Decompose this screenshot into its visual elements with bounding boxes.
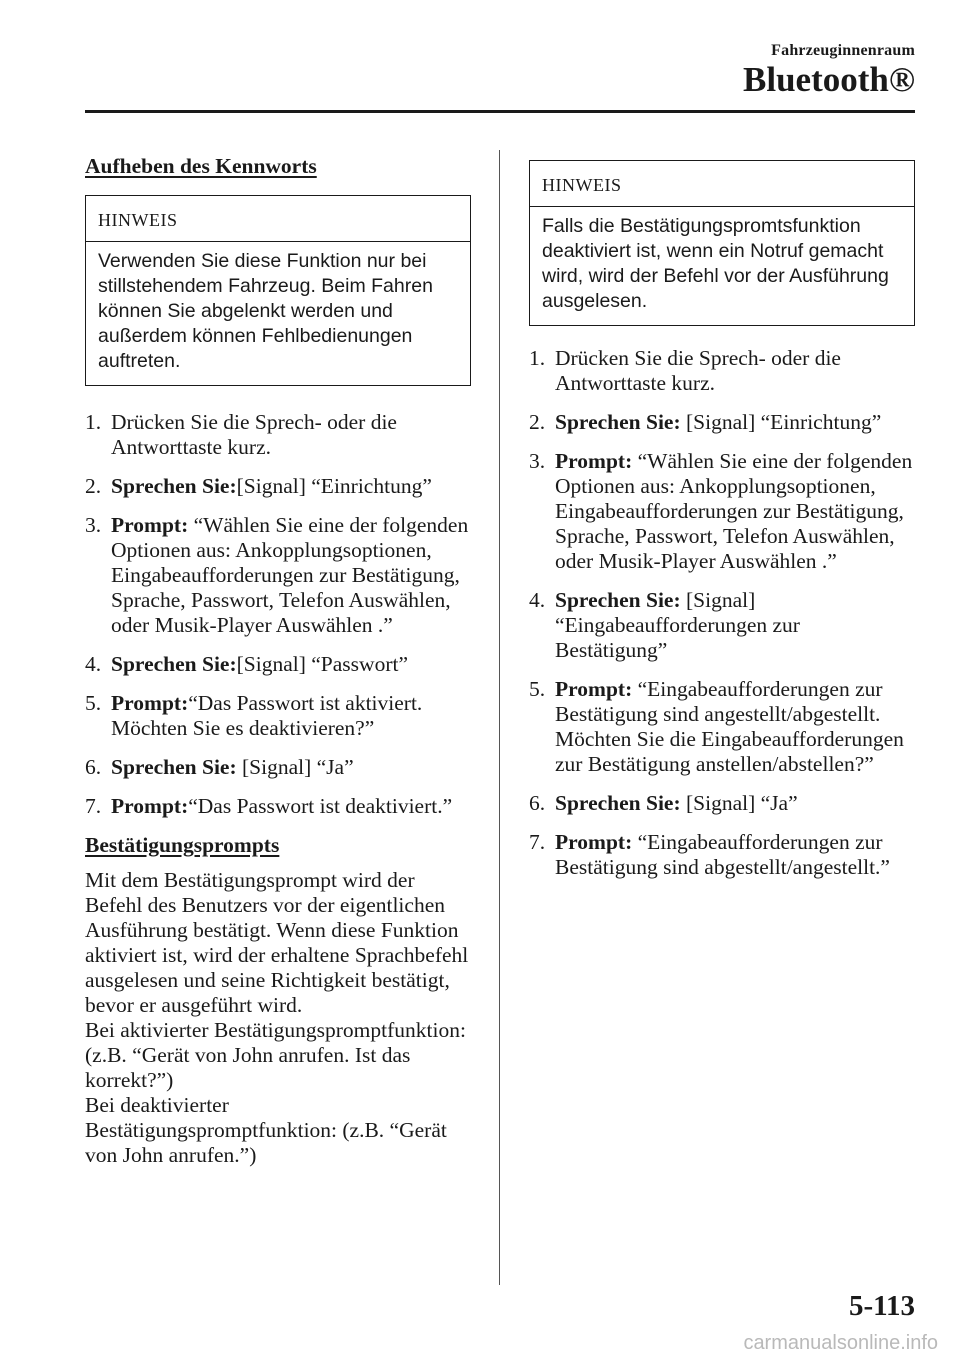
note-body: Verwenden Sie diese Funktion nur bei stillstehendem Fahrzeug. Beim Fahren können Sie abgelenkt werden und außerdem können Fehlbedienungen auftreten. <box>98 250 433 372</box>
step-item <box>529 346 915 396</box>
steps-list <box>529 346 915 880</box>
step-item <box>85 794 471 819</box>
step-label: Prompt: <box>555 677 633 701</box>
paragraph: Bei deaktivierter Bestätigungspromptfunktion: (z.B. “Gerät von John anrufen.”) <box>85 1093 447 1167</box>
step-label: Sprechen Sie: <box>555 791 681 815</box>
step-number: 4. <box>85 652 102 676</box>
step-item <box>529 791 915 816</box>
step-label: Sprechen Sie: <box>555 588 681 612</box>
step-text: “Eingabeaufforderungen zur Bestätigung sind angestellt/abgestellt. Möchten Sie die Eingabeaufforderungen zur Bestätigung anstellen/abstellen?” <box>555 677 904 776</box>
step-number: 5. <box>85 691 102 715</box>
step-label: Prompt: <box>111 794 189 818</box>
column-divider <box>499 150 500 1285</box>
step-text: “Das Passwort ist deaktiviert.” <box>188 794 453 818</box>
step-text: “Wählen Sie eine der folgenden Optionen aus: Ankopplungsoptionen, Eingabeaufforderungen zur Bestätigung, Sprache, Passwort, Telefon Auswählen, oder Musik-Player Auswählen .” <box>555 449 913 573</box>
step-label: Prompt: <box>111 691 189 715</box>
step-item <box>529 677 915 777</box>
steps-list <box>85 410 471 819</box>
step-text: “Eingabeaufforderungen zur Bestätigung sind abgestellt/angestellt.” <box>555 830 890 879</box>
paragraph: Bei aktivierter Bestätigungspromptfunktion: (z.B. “Gerät von John anrufen. Ist das korrekt?”) <box>85 1018 466 1092</box>
step-item <box>85 474 471 499</box>
step-item <box>85 691 471 741</box>
step-text: [Signal] “Einrichtung” <box>236 474 432 498</box>
section-name: Fahrzeuginnenraum <box>771 42 915 59</box>
section-heading: Aufheben des Kennworts <box>85 154 317 178</box>
step-item <box>529 588 915 663</box>
step-text: “Wählen Sie eine der folgenden Optionen aus: Ankopplungsoptionen, Eingabeaufforderungen zur Bestätigung, Sprache, Passwort, Telefon Auswählen, oder Musik-Player Auswählen .” <box>111 513 469 637</box>
step-item <box>85 652 471 677</box>
step-text: Drücken Sie die Sprech- oder die Antworttaste kurz. <box>555 346 841 395</box>
step-number: 1. <box>529 346 546 370</box>
step-number: 4. <box>529 588 546 612</box>
watermark: carmanualsonline.info <box>743 1332 938 1354</box>
step-number: 2. <box>529 410 546 434</box>
step-number: 1. <box>85 410 102 434</box>
step-label: Prompt: <box>111 513 189 537</box>
note-box <box>85 195 471 386</box>
step-label: Prompt: <box>555 830 633 854</box>
step-number: 3. <box>529 449 546 473</box>
step-item <box>85 513 471 638</box>
step-text: “Das Passwort ist aktiviert. Möchten Sie es deaktivieren?” <box>111 691 423 740</box>
step-label: Prompt: <box>555 449 633 473</box>
step-number: 6. <box>85 755 102 779</box>
note-title: HINWEIS <box>530 161 914 207</box>
step-number: 7. <box>529 830 546 854</box>
step-text: [Signal] “Einrichtung” <box>680 410 882 434</box>
note-body: Falls die Bestätigungspromtsfunktion deaktiviert ist, wenn ein Notruf gemacht wird, wird der Befehl vor der Ausführung ausgelesen. <box>542 215 889 312</box>
step-label: Sprechen Sie: <box>111 652 237 676</box>
paragraph: Mit dem Bestätigungsprompt wird der Befehl des Benutzers vor der eigentlichen Ausführung bestätigt. Wenn diese Funktion aktiviert ist, wird der erhaltene Sprachbefehl ausgelesen und seine Richtigkeit bestätigt, bevor er ausgeführt wird. <box>85 868 469 1017</box>
note-title: HINWEIS <box>86 196 470 242</box>
step-text: [Signal] “Ja” <box>236 755 354 779</box>
step-item <box>85 755 471 780</box>
step-item <box>529 830 915 880</box>
step-label: Sprechen Sie: <box>111 474 237 498</box>
step-number: 6. <box>529 791 546 815</box>
step-item <box>529 410 915 435</box>
step-text: [Signal] “Ja” <box>680 791 798 815</box>
page-number: 5-113 <box>848 1290 915 1322</box>
step-number: 3. <box>85 513 102 537</box>
step-item <box>529 449 915 574</box>
step-label: Sprechen Sie: <box>555 410 681 434</box>
header-rule <box>85 110 915 113</box>
note-box <box>529 160 915 326</box>
page-title: Bluetooth® <box>743 60 915 99</box>
step-text: [Signal] “Eingabeaufforderungen zur Bestätigung” <box>555 588 800 662</box>
step-text: [Signal] “Passwort” <box>236 652 408 676</box>
step-text: Drücken Sie die Sprech- oder die Antworttaste kurz. <box>111 410 397 459</box>
subsection-heading: Bestätigungsprompts <box>85 833 280 857</box>
step-number: 5. <box>529 677 546 701</box>
step-label: Sprechen Sie: <box>111 755 237 779</box>
step-number: 2. <box>85 474 102 498</box>
step-number: 7. <box>85 794 102 818</box>
right-column <box>529 160 915 894</box>
step-item <box>85 410 471 460</box>
left-column <box>85 154 471 1168</box>
